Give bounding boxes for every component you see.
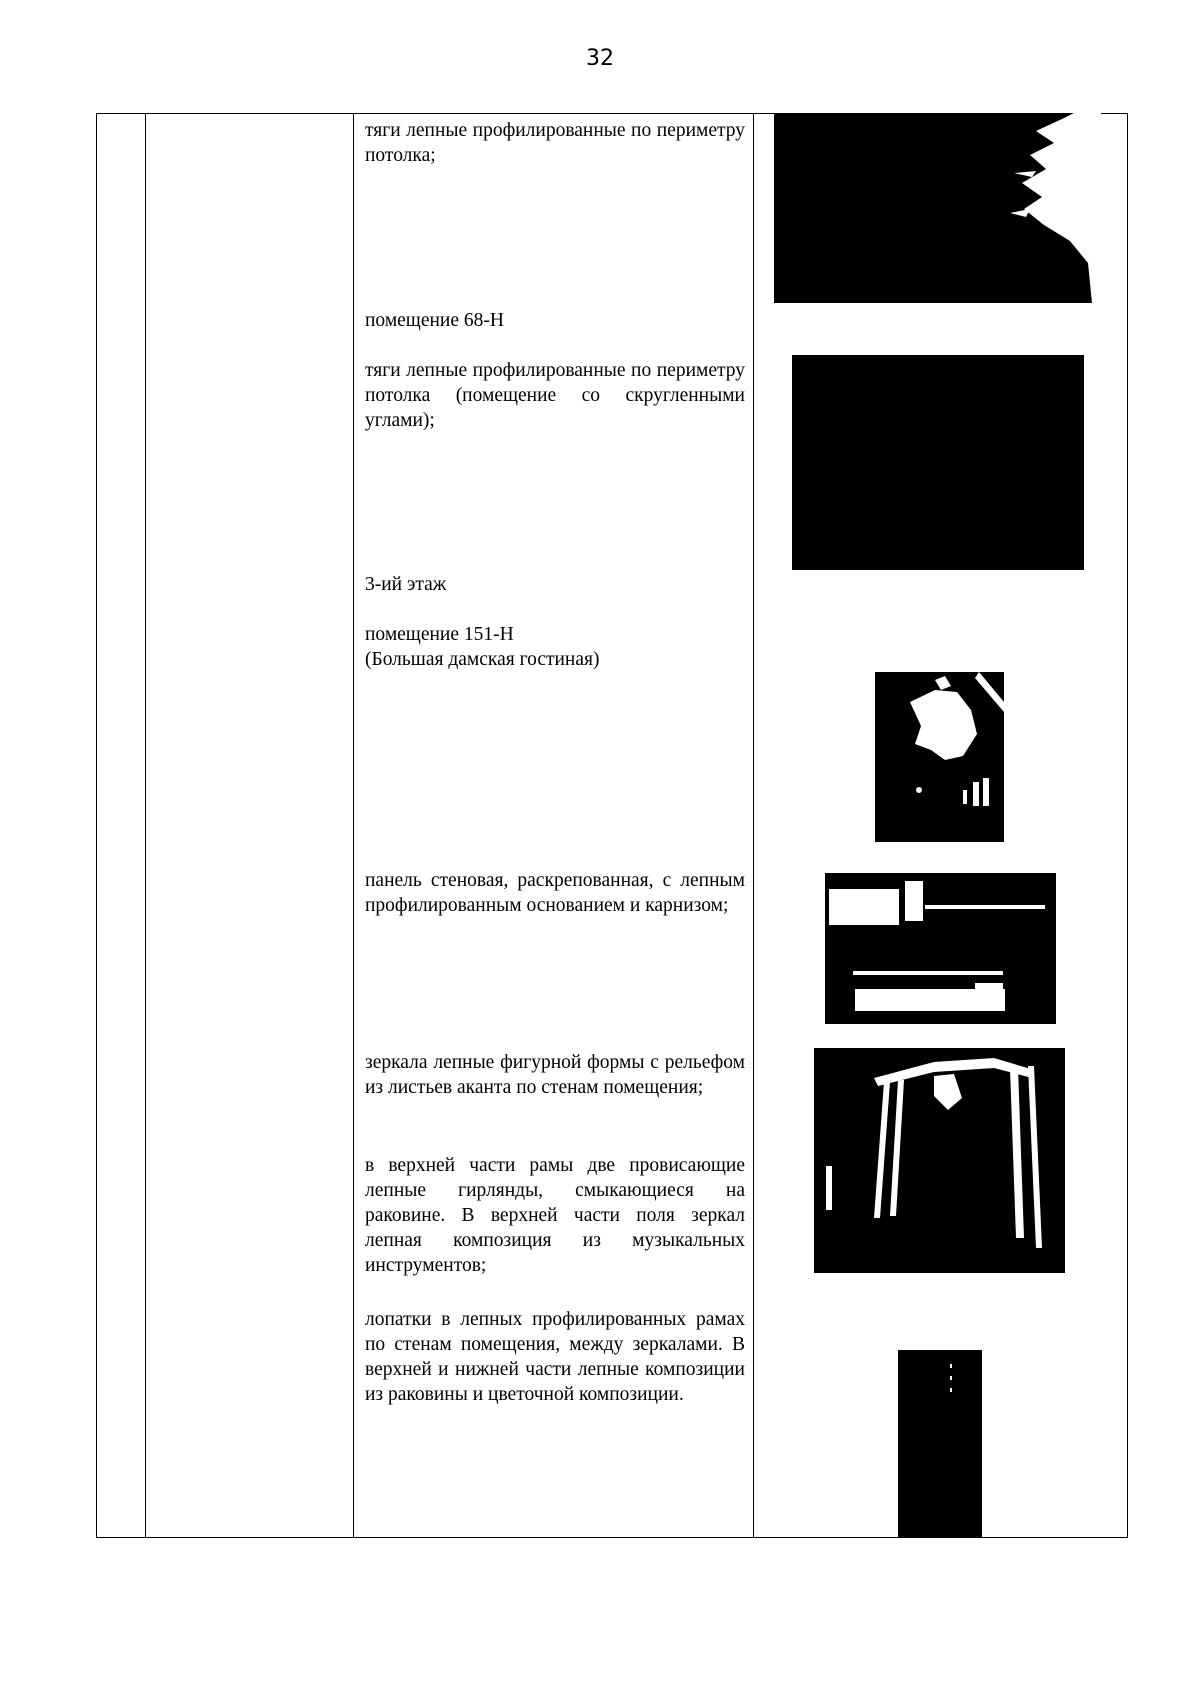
floor-heading: 3-ий этаж — [365, 574, 447, 595]
acanthus-mirror-photo — [814, 1048, 1065, 1273]
pilaster-photo — [898, 1350, 982, 1538]
page-number: 32 — [586, 46, 614, 71]
wall-panel-text: панель стеновая, раскрепованная, с лепным профилированным основанием и карнизом; — [365, 870, 745, 916]
room-151n-number: помещение 151-Н — [365, 624, 514, 645]
column-divider-2 — [353, 114, 354, 1537]
ceiling-molding-photo — [774, 113, 1101, 303]
garlands-text: в верхней части рамы две провисающие лепные гирлянды, смыкающиеся на раковине. В верхней части поля зеркал лепная композиция из музыкальных инструментов; — [365, 1155, 745, 1276]
room-68n-heading: помещение 68-Н — [365, 310, 504, 331]
ceiling-molding-text: тяги лепные профилированные по периметру потолка; — [365, 120, 745, 166]
column-divider-3 — [753, 114, 754, 1537]
rounded-ceiling-photo — [792, 355, 1084, 570]
room-151n-chandelier-photo — [875, 672, 1004, 842]
column-divider-1 — [145, 114, 146, 1537]
room-151n-name: (Большая дамская гостиная) — [365, 649, 600, 670]
wall-panel-photo — [825, 867, 1056, 1024]
mirrors-text: зеркала лепные фигурной формы с рельефом из листьев аканта по стенам помещения; — [365, 1052, 745, 1098]
pilasters-text: лопатки в лепных профилированных рамах по стенам помещения, между зеркалами. В верхней и нижней части лепные композиции из раковины и цветочной композиции. — [365, 1309, 745, 1405]
room-151n-heading — [365, 622, 745, 672]
rounded-ceiling-molding-text: тяги лепные профилированные по периметру потолка (помещение со скругленными углами); — [365, 360, 745, 431]
